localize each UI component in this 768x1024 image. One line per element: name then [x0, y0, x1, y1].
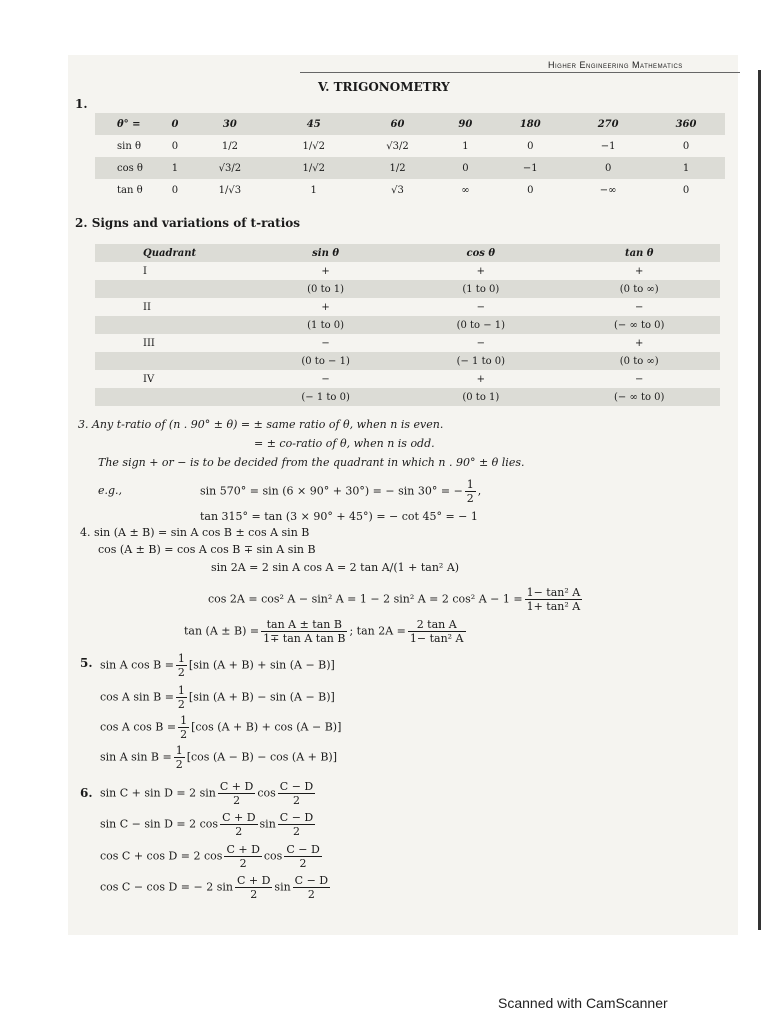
numerator: C + D [236, 874, 271, 887]
table-cell: 1/2 [356, 157, 440, 179]
table-cell: √3/2 [386, 140, 409, 152]
table-cell: (− 1 to 0) [403, 352, 558, 370]
formula-rhs: [cos (A + B) + cos (A − B)] [191, 720, 342, 734]
table-cell: (1 to 0) [248, 316, 403, 334]
fraction [235, 874, 272, 901]
numerator: C + D [219, 780, 254, 793]
table-cell: + [476, 265, 486, 277]
fraction [224, 843, 261, 870]
table-cell [95, 316, 248, 334]
section-5-number: 5. [80, 656, 93, 670]
fraction [218, 780, 255, 807]
table-cell: (0 to − 1) [248, 352, 403, 370]
formula-cos-sum: cos (A ± B) = cos A cos B ∓ sin A sin B [98, 543, 316, 556]
denominator: 2 [293, 794, 300, 807]
table-cell: (− 1 to 0) [248, 388, 403, 406]
formula-sin-double: sin 2A = 2 sin A cos A = 2 tan A/(1 + tan² A) [211, 561, 460, 574]
denominator: 2 [180, 728, 188, 741]
denominator: 2 [250, 888, 258, 901]
formula-rhs: [sin (A + B) + sin (A − B)] [188, 658, 335, 672]
formula-mid: cos [263, 849, 283, 863]
table-cell: 1 [647, 157, 725, 179]
denominator: 2 [299, 857, 307, 870]
fraction [178, 714, 189, 741]
formula-sin-sum: 4. sin (A ± B) = sin A cos B ± cos A sin B [80, 526, 310, 539]
product-formula [100, 684, 335, 711]
table-cell: ∞ [461, 184, 470, 196]
formula-mid: cos [257, 786, 276, 800]
table-cell: 45 [272, 113, 356, 135]
numerator: 1− tan² A [526, 586, 581, 599]
table-cell: cos θ [95, 157, 162, 179]
table-cell: I [143, 265, 147, 277]
table-cell: θ° = [95, 113, 162, 135]
denominator: 2 [239, 857, 247, 870]
numerator: 1 [466, 478, 474, 491]
fraction [408, 618, 466, 645]
table-cell: + [321, 301, 330, 313]
table-row [95, 370, 720, 388]
denominator: 2 [466, 492, 474, 505]
table-cell: 90 [439, 113, 491, 135]
formula-lhs: cos C − cos D = − 2 sin [100, 880, 233, 894]
formula-text: ; tan 2A = [349, 624, 406, 638]
denominator: 2 [177, 698, 185, 711]
running-header: Higher Engineering Mathematics [548, 60, 683, 70]
table-cell: + [635, 265, 644, 277]
table-cell: (− ∞ to 0) [558, 388, 720, 406]
table-cell: 1/√2 [302, 140, 325, 152]
section-2-heading: 2. Signs and variations of t-ratios [75, 216, 301, 230]
scanner-watermark: Scanned with CamScanner [498, 995, 668, 1011]
table-cell: tan θ [117, 184, 143, 196]
table-cell: (0 to 1) [248, 280, 403, 298]
fraction [293, 874, 330, 901]
table-cell: + [321, 265, 330, 277]
table-cell: 1/√3 [218, 184, 242, 196]
example-1 [200, 478, 481, 505]
fraction [261, 618, 347, 645]
formula-cos-double [208, 586, 584, 613]
table-cell: − [321, 373, 330, 385]
page-edge [758, 70, 761, 930]
denominator: 2 [175, 758, 183, 771]
table-cell: − [321, 337, 330, 349]
denominator: 1− tan² A [409, 632, 464, 645]
table-row [95, 316, 720, 334]
header-rule [300, 72, 740, 73]
table-cell: − [476, 301, 486, 313]
page-title: V. TRIGONOMETRY [318, 80, 450, 94]
fraction [176, 652, 187, 679]
numerator: C + D [226, 843, 260, 856]
table-cell: 0 [527, 140, 534, 152]
table-row [95, 280, 720, 298]
table-cell: 30 [188, 113, 272, 135]
table-cell: 60 [356, 113, 440, 135]
denominator: 2 [177, 666, 185, 679]
sum-formula [100, 780, 317, 807]
section-3-line-2: = ± co-ratio of θ, when n is odd. [254, 437, 435, 450]
table-cell: (0 to − 1) [403, 316, 558, 334]
signs-table [95, 244, 720, 406]
table-cell [95, 388, 248, 406]
numerator: 1 [180, 714, 188, 727]
table-row [95, 298, 720, 316]
table-cell: √3/2 [188, 157, 272, 179]
table-row [95, 244, 720, 262]
table-cell: 0 [171, 140, 179, 152]
sum-formula [100, 874, 332, 901]
table-row [95, 157, 725, 179]
table-cell: − [635, 373, 644, 385]
trig-values-table [95, 113, 725, 201]
formula-lhs: cos A cos B = [100, 720, 177, 734]
numerator: 2 tan A [408, 618, 466, 632]
table-row [95, 262, 720, 280]
fraction [176, 684, 187, 711]
table-cell [95, 280, 248, 298]
product-formula [100, 652, 335, 679]
table-cell: (0 to ∞) [558, 352, 720, 370]
table-cell: 0 [162, 113, 188, 135]
table-cell: 0 [527, 184, 534, 196]
formula-tan [184, 618, 468, 645]
table-cell: Quadrant [95, 244, 248, 262]
table-cell: 360 [647, 113, 725, 135]
table-cell: 180 [491, 113, 569, 135]
product-formula [100, 714, 341, 741]
numerator: C − D [286, 843, 320, 856]
denominator: 1∓ tan A tan B [263, 632, 346, 645]
table-cell: 0 [682, 184, 690, 196]
formula-text: tan (A ± B) = [184, 624, 260, 638]
fraction [174, 744, 185, 771]
table-cell: √3 [391, 184, 404, 196]
denominator: 2 [233, 794, 241, 807]
section-3-line-3: The sign + or − is to be decided from the quadrant in which n . 90° ± θ lies. [98, 456, 525, 469]
example-1-end: , [477, 484, 482, 498]
table-cell: 1 [462, 140, 469, 152]
table-cell: −∞ [599, 184, 617, 196]
table-cell: (0 to ∞) [558, 280, 720, 298]
formula-lhs: sin C + sin D = 2 sin [100, 786, 216, 800]
table-cell: 270 [569, 113, 647, 135]
table-row [95, 352, 720, 370]
table-cell: (0 to 1) [403, 388, 558, 406]
denominator: 2 [235, 825, 243, 838]
formula-rhs: [sin (A + B) − sin (A − B)] [188, 690, 335, 704]
fraction [278, 780, 315, 807]
table-cell: sin θ [117, 140, 141, 152]
numerator: C − D [294, 874, 329, 887]
table-row [95, 334, 720, 352]
table-cell: II [143, 301, 151, 313]
sum-formula [100, 811, 317, 838]
table-cell: −1 [600, 140, 616, 152]
table-cell: 0 [171, 184, 179, 196]
table-cell: − [476, 337, 486, 349]
table-cell: −1 [491, 157, 569, 179]
denominator: 2 [293, 825, 300, 838]
table-cell: 0 [569, 157, 647, 179]
table-cell: 1/√2 [272, 157, 356, 179]
table-cell: − [635, 301, 644, 313]
formula-lhs: cos C + cos D = 2 cos [100, 849, 223, 863]
product-formula [100, 744, 337, 771]
formula-lhs: sin A sin B = [100, 750, 172, 764]
table-cell: (1 to 0) [403, 280, 558, 298]
fraction [278, 811, 315, 838]
formula-text: cos 2A = cos² A − sin² A = 1 − 2 sin² A = 2 cos² A − 1 = [208, 592, 523, 606]
formula-lhs: cos A sin B = [100, 690, 174, 704]
table-row [95, 135, 725, 157]
formula-mid: sin [274, 880, 291, 894]
numerator: C − D [279, 780, 314, 793]
table-cell: cos θ [403, 244, 558, 262]
denominator: 1+ tan² A [526, 600, 581, 613]
fraction [220, 811, 257, 838]
table-cell: (− ∞ to 0) [558, 316, 720, 334]
table-row [95, 179, 725, 201]
fraction [525, 586, 583, 613]
table-cell: + [635, 337, 644, 349]
table-cell [95, 352, 248, 370]
numerator: 1 [175, 744, 183, 757]
fraction [284, 843, 321, 870]
table-row [95, 388, 720, 406]
example-2: tan 315° = tan (3 × 90° + 45°) = − cot 45° = − 1 [200, 510, 478, 523]
table-cell: sin θ [248, 244, 403, 262]
table-cell: III [143, 337, 155, 349]
table-row [95, 113, 725, 135]
table-cell: 1/2 [221, 140, 238, 152]
table-cell: + [476, 373, 486, 385]
formula-mid: sin [259, 817, 276, 831]
formula-lhs: sin A cos B = [100, 658, 174, 672]
table-cell: 0 [682, 140, 690, 152]
table-cell: 1 [310, 184, 317, 196]
formula-rhs: [cos (A − B) − cos (A + B)] [186, 750, 338, 764]
numerator: 1 [177, 652, 185, 665]
table-cell: tan θ [558, 244, 720, 262]
sum-formula [100, 843, 324, 870]
numerator: 1 [177, 684, 185, 697]
numerator: tan A ± tan B [261, 618, 347, 632]
example-1-text: sin 570° = sin (6 × 90° + 30°) = − sin 30° = − [200, 484, 463, 498]
table-cell: 0 [439, 157, 491, 179]
numerator: C + D [222, 811, 256, 824]
formula-lhs: sin C − sin D = 2 cos [100, 817, 219, 831]
table-cell: 1 [162, 157, 188, 179]
denominator: 2 [307, 888, 315, 901]
section-6-number: 6. [80, 786, 93, 800]
section-3-line-1: 3. Any t-ratio of (n . 90° ± θ) = ± same ratio of θ, when n is even. [78, 418, 444, 431]
section-1-number: 1. [75, 97, 88, 111]
numerator: C − D [279, 811, 314, 824]
fraction [465, 478, 476, 505]
table-cell: IV [143, 373, 155, 385]
example-label: e.g., [98, 484, 123, 497]
